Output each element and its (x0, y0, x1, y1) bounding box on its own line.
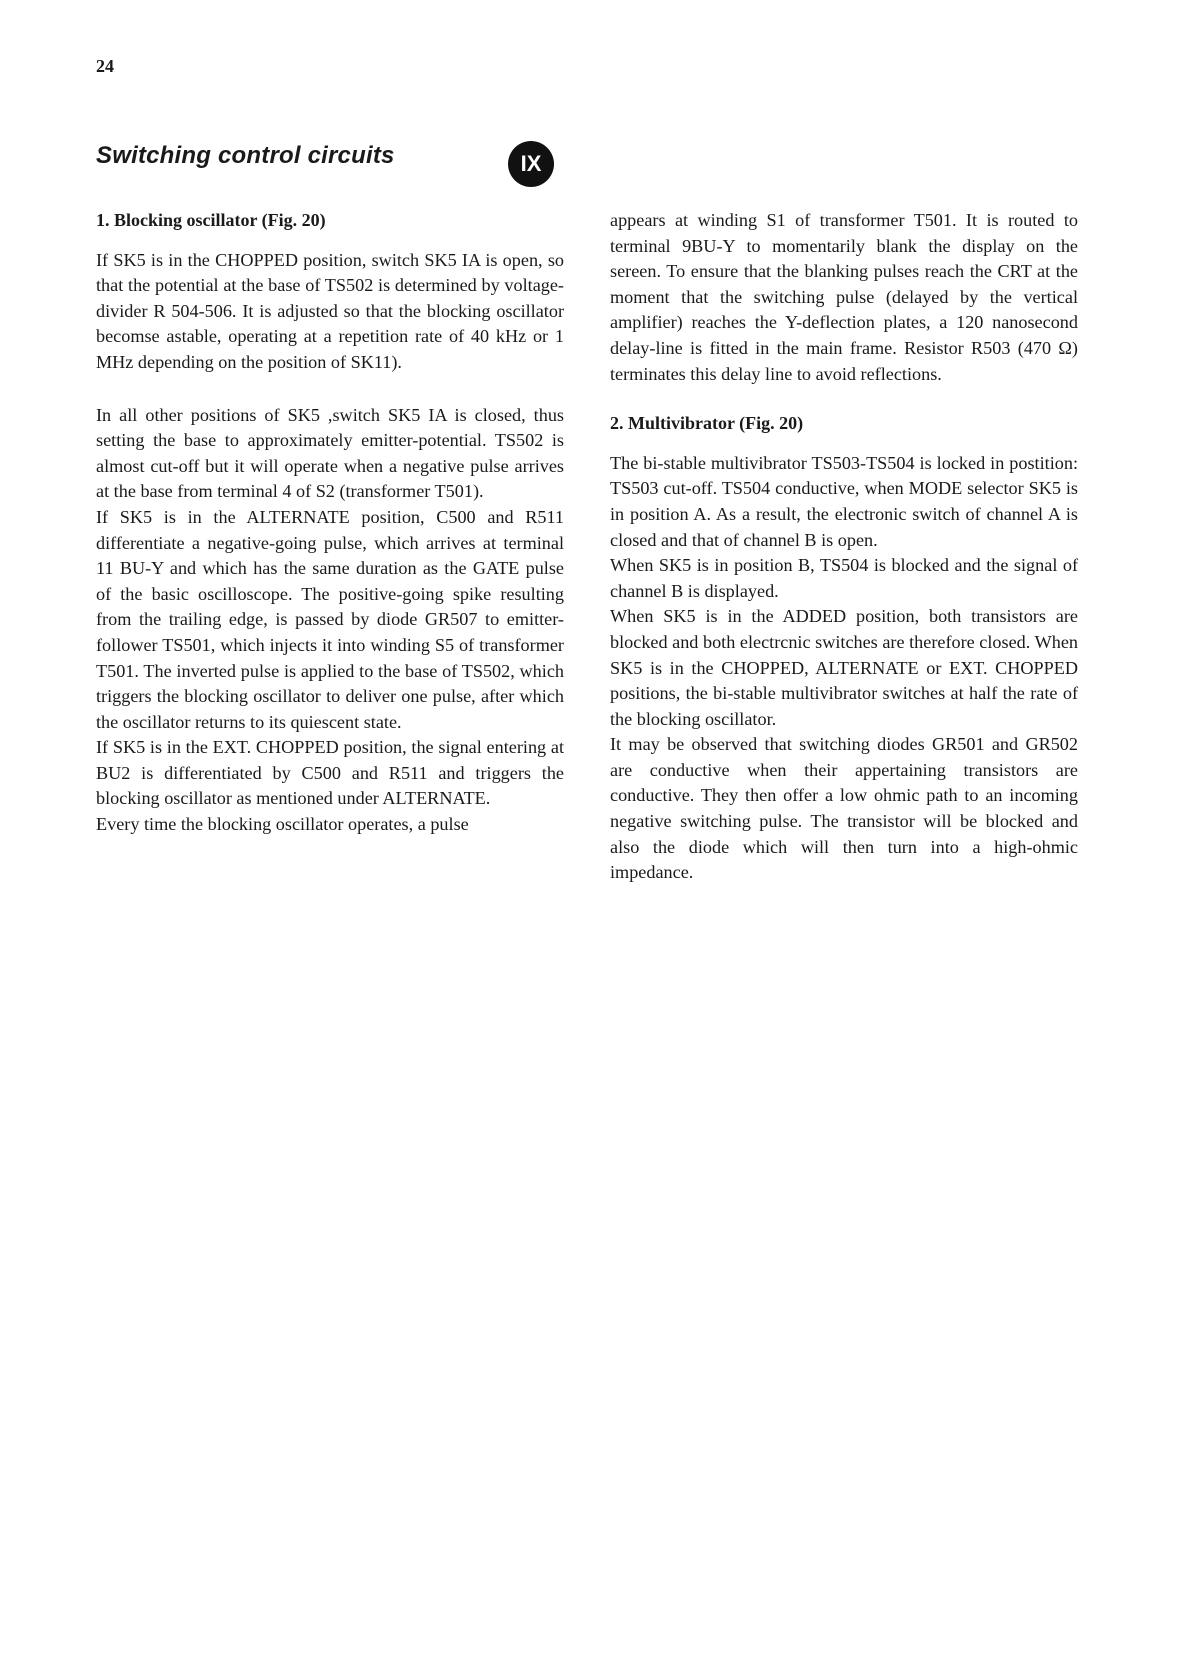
paragraph-continuation: appears at winding S1 of transformer T501. It is routed to terminal 9BU-Y to momentarily blank the display on the sereen. To ensure that the blanking pulses reach the CRT at the moment that the switching pulse (delayed by the vertical amplifier) reaches the Y-deflection plates, a 120 nanosecond delay-line is fitted in the main frame. Resistor R503 (470 Ω) terminates this delay line to avoid reflections. (610, 210, 1078, 384)
paragraph: When SK5 is in position B, TS504 is blocked and the signal of channel B is displayed. (610, 555, 1078, 601)
paragraph: When SK5 is in the ADDED position, both transistors are blocked and both electrcnic switches are therefore closed. When SK5 is in the CHOPPED, ALTERNATE or EXT. CHOPPED positions, the bi-stable multivibrator switches at half the rate of the blocking oscillator. (610, 606, 1078, 729)
section-number-badge: IX (508, 141, 554, 187)
paragraph: In all other positions of SK5 ,switch SK5 IA is closed, thus setting the base to approximately emitter-potential. TS502 is almost cut-off but it will operate when a negative pulse arrives at the base from terminal 4 of S2 (transformer T501). (96, 404, 564, 502)
right-column (610, 208, 1078, 886)
paragraph: Every time the blocking oscillator operates, a pulse (96, 814, 469, 835)
paragraph: It may be observed that switching diodes GR501 and GR502 are conductive when their appertaining transistors are conductive. They then offer a low ohmic path to an incoming negative switching pulse. The transistor will be blocked and also the diode which will then turn into a high-ohmic impedance. (610, 734, 1078, 883)
paragraph: If SK5 is in the EXT. CHOPPED position, the signal entering at BU2 is differentiated by C500 and R511 and triggers the blocking oscillator as mentioned under ALTERNATE. (96, 737, 564, 809)
paragraph: If SK5 is in the CHOPPED position, switch SK5 IA is open, so that the potential at the base of TS502 is determined by voltage-divider R 504-506. It is adjusted so that the blocking oscillator becomse astable, operating at a repetition rate of 40 kHz or 1 MHz depending on the position of SK11). (96, 249, 564, 372)
page-number: 24 (96, 56, 114, 76)
section-title: Switching control circuits (96, 142, 395, 169)
heading-multivibrator: 2. Multivibrator (Fig. 20) (610, 413, 804, 434)
paragraph: The bi-stable multivibrator TS503-TS504 is locked in postition: TS503 cut-off. TS504 conductive, when MODE selector SK5 is in position A. As a result, the electronic switch of channel A is closed and that of channel B is open. (610, 452, 1078, 550)
paragraph: If SK5 is in the ALTERNATE position, C500 and R511 differentiate a negative-going pulse, which arrives at terminal 11 BU-Y and which has the same duration as the GATE pulse of the basic oscilloscope. The positive-going spike resulting from the trailing edge, is passed by diode GR507 to emitter-follower TS501, which injects it into winding S5 of transformer T501. The inverted pulse is applied to the base of TS502, which triggers the blocking oscillator to deliver one pulse, after which the oscillator returns to its quiescent state. (96, 506, 564, 732)
heading-blocking-oscillator: 1. Blocking oscillator (Fig. 20) (96, 210, 326, 230)
left-column (96, 208, 564, 838)
